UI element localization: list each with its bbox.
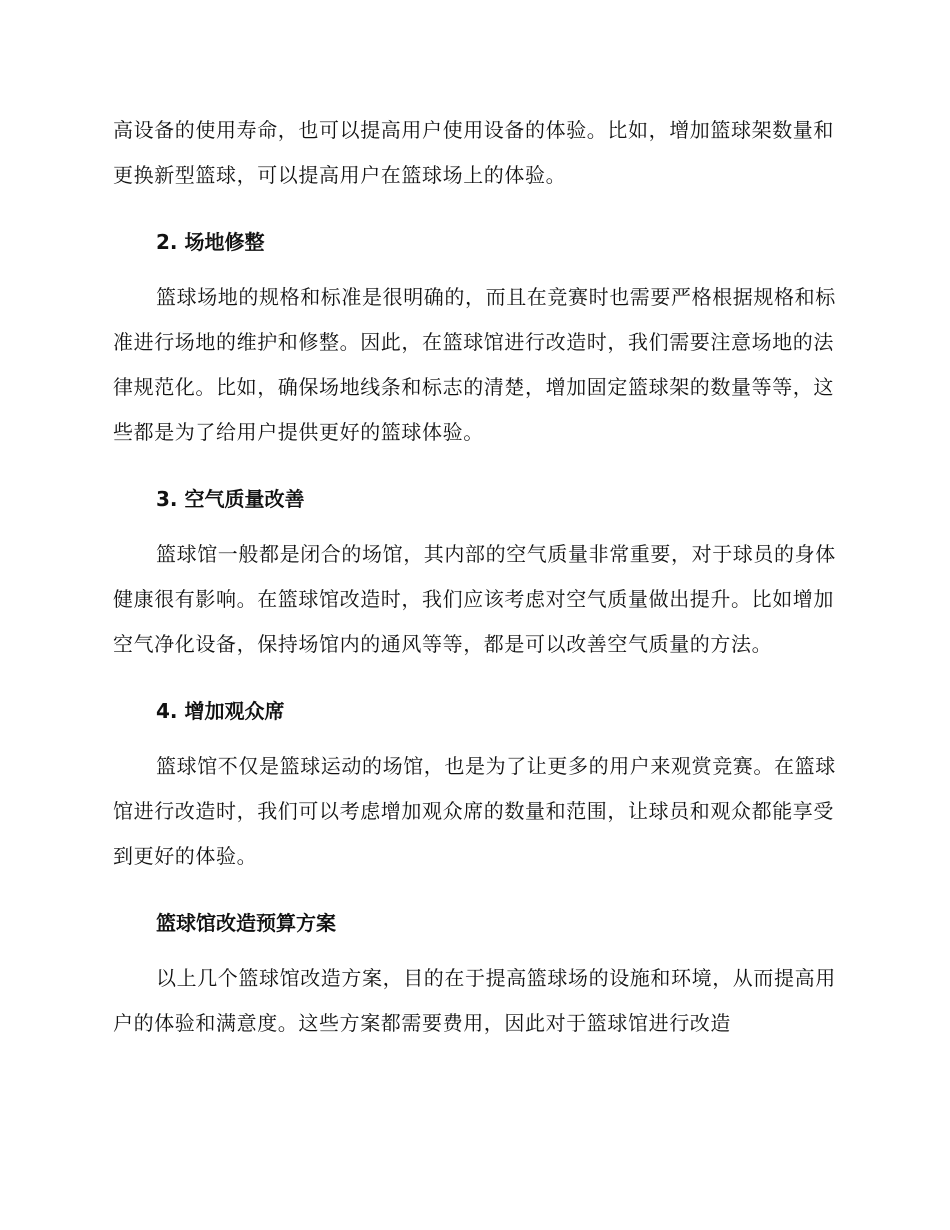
paragraph-audience-seats: 篮球馆不仅是篮球运动的场馆，也是为了让更多的用户来观赏竞赛。在篮球馆进行改造时，我们可以考虑增加观众席的数量和范围，让球员和观众都能享受到更好的体验。: [113, 754, 836, 868]
heading-budget-plan: 篮球馆改造预算方案: [156, 911, 336, 935]
paragraph-field-repair: 篮球场地的规格和标准是很明确的，而且在竞赛时也需要严格根据规格和标准进行场地的维护和修整。因此，在篮球馆进行改造时，我们需要注意场地的法律规范化。比如，确保场地线条和标志的清楚，增加固定篮球架的数量等等，这些都是为了给用户提供更好的篮球体验。: [113, 285, 836, 444]
paragraph-air-quality: 篮球馆一般都是闭合的场馆，其内部的空气质量非常重要，对于球员的身体健康很有影响。在篮球馆改造时，我们应该考虑对空气质量做出提升。比如增加空气净化设备，保持场馆内的通风等等，都是可以改善空气质量的方法。: [113, 542, 836, 656]
paragraph-budget-plan: 以上几个篮球馆改造方案，目的在于提高篮球场的设施和环境，从而提高用户的体验和满意度。这些方案都需要费用，因此对于篮球馆进行改造: [113, 966, 836, 1035]
heading-audience-seats: 4. 增加观众席: [156, 699, 285, 723]
heading-air-quality: 3. 空气质量改善: [156, 487, 305, 511]
paragraph-equipment-continued: 高设备的使用寿命，也可以提高用户使用设备的体验。比如，增加篮球架数量和更换新型篮球，可以提高用户在篮球场上的体验。: [113, 118, 834, 187]
heading-field-repair: 2. 场地修整: [156, 230, 265, 254]
